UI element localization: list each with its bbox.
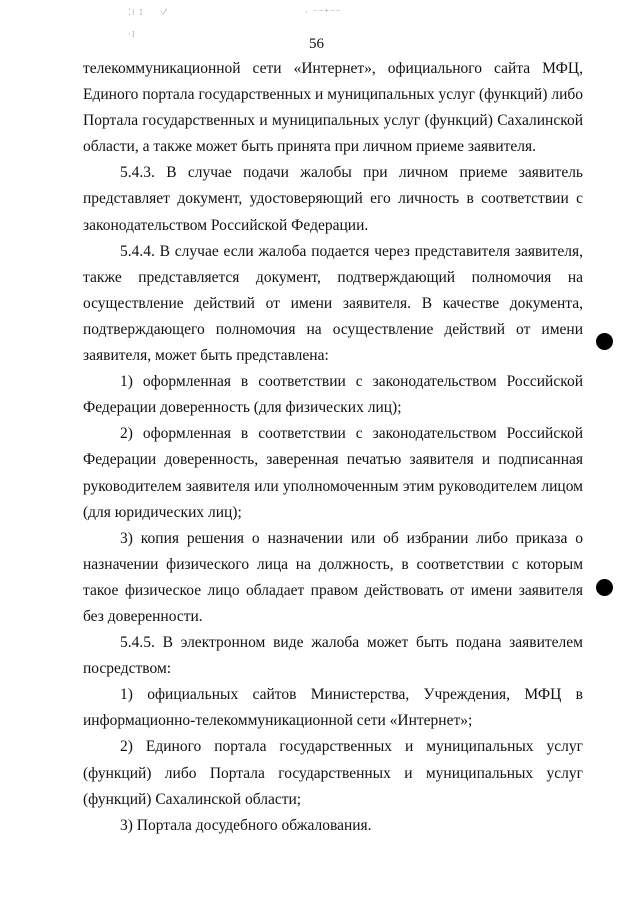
punch-hole-mark — [596, 333, 613, 350]
list-item-5-4-4-3: 3) копия решения о назначении или об избрании либо приказа о назначении физического лица на должность, в соответствии с которым такое физическое лицо обладает правом действовать от имени заявителя без доверенности. — [83, 529, 583, 625]
page-number: 56 — [309, 36, 324, 52]
scan-noise-mark: · ⁻⁻⁺⁻⁻ — [305, 8, 342, 18]
list-item-5-4-5-1: 1) официальных сайтов Министерства, Учреждения, МФЦ в информационно-телекоммуникационной сети «Интернет»; — [83, 686, 583, 730]
paragraph-intro-continuation: телекоммуникационной сети «Интернет», официального сайта МФЦ, Единого портала государственных и муниципальных услуг (функций) либо Портала государственных и муниципальных услуг (функций) Сахалинской области, а также может быть принята при личном приеме заявителя. — [83, 60, 583, 156]
scan-noise-mark: ·⁄ — [160, 8, 167, 18]
scan-noise-mark: ⁚⁝ ⁞ — [128, 8, 144, 18]
list-item-5-4-4-1: 1) оформленная в соответствии с законодательством Российской Федерации доверенность (для физических лиц); — [83, 373, 583, 417]
paragraph-5-4-3: 5.4.3. В случае подачи жалобы при личном приеме заявитель представляет документ, удостоверяющий его личность в соответствии с законодательством Российской Федерации. — [83, 164, 583, 234]
document-body — [83, 56, 583, 839]
list-item-5-4-5-3: 3) Портала досудебного обжалования. — [120, 816, 372, 834]
paragraph-5-4-5: 5.4.5. В электронном виде жалоба может быть подана заявителем посредством: — [83, 634, 583, 678]
scan-noise-mark: ·⁞ — [128, 30, 136, 40]
paragraph-5-4-4: 5.4.4. В случае если жалоба подается через представителя заявителя, также представляется документ, подтверждающий полномочия на осуществление действий от имени заявителя. В качестве документа, подтверждающего полномочия на осуществление действий от имени заявителя, может быть представлена: — [83, 242, 583, 365]
list-item-5-4-4-2: 2) оформленная в соответствии с законодательством Российской Федерации доверенность, заверенная печатью заявителя и подписанная руководителем заявителя или уполномоченным этим руководителем лицом (для юридических лиц); — [83, 425, 583, 521]
list-item-5-4-5-2: 2) Единого портала государственных и муниципальных услуг (функций) либо Портала государственных и муниципальных услуг (функций) Сахалинской области; — [83, 738, 583, 808]
punch-hole-mark — [596, 579, 613, 596]
